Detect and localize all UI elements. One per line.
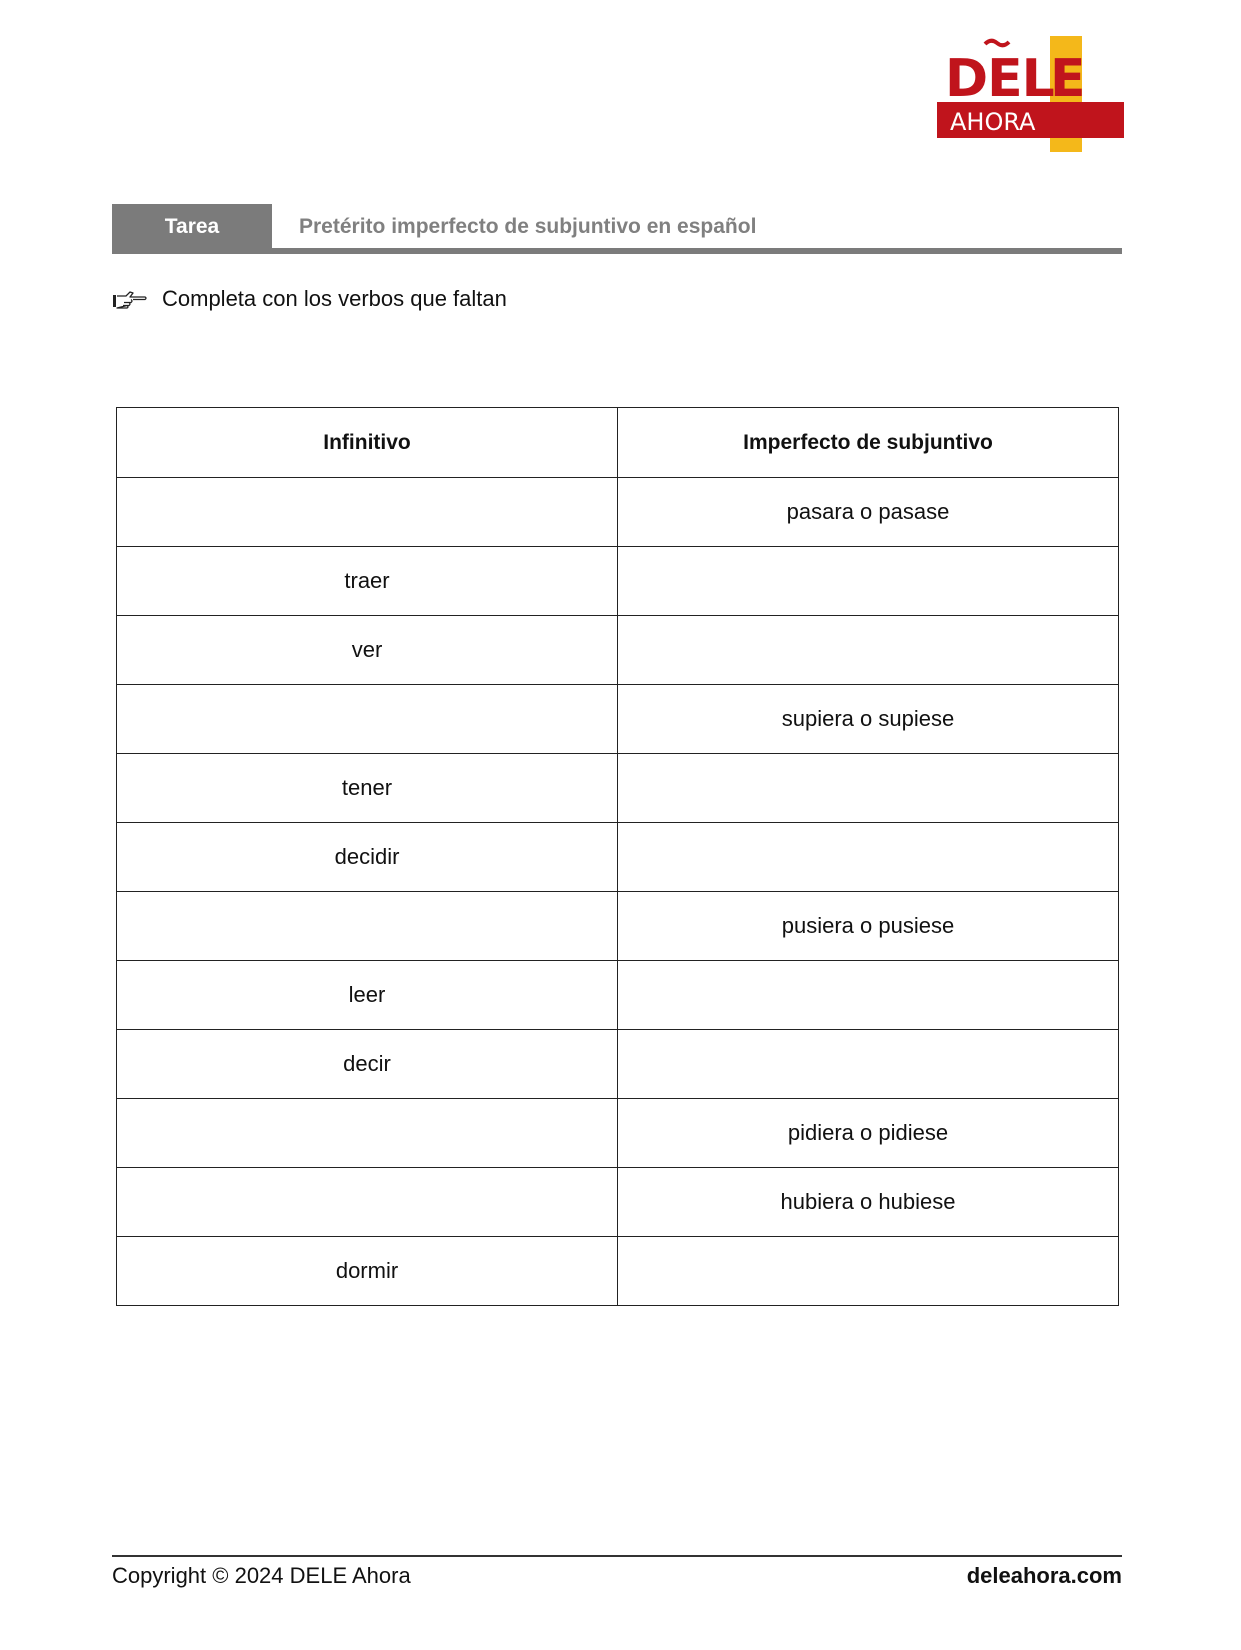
pointing-hand-icon	[112, 288, 148, 310]
table-header-row	[117, 408, 1119, 478]
infinitive-cell: ver	[117, 616, 618, 685]
infinitive-cell: dormir	[117, 1237, 618, 1306]
table-row	[117, 1030, 1119, 1099]
task-tag: Tarea	[112, 204, 272, 249]
table-row	[117, 1237, 1119, 1306]
header-infinitivo: Infinitivo	[117, 408, 618, 478]
subjunctive-cell: pidiera o pidiese	[618, 1099, 1119, 1168]
table-row	[117, 1168, 1119, 1237]
subjunctive-cell	[618, 616, 1119, 685]
subjunctive-cell	[618, 961, 1119, 1030]
table-row	[117, 1099, 1119, 1168]
subjunctive-cell: supiera o supiese	[618, 685, 1119, 754]
svg-text:DEL: DEL	[945, 49, 1054, 109]
table-row	[117, 685, 1119, 754]
footer-copyright: Copyright © 2024 DELE Ahora	[112, 1563, 411, 1588]
table-row	[117, 892, 1119, 961]
subjunctive-cell	[618, 823, 1119, 892]
subjunctive-cell: pusiera o pusiese	[618, 892, 1119, 961]
footer-divider	[112, 1555, 1122, 1557]
instruction	[112, 284, 507, 314]
footer-site-link[interactable]: deleahora.com	[966, 1563, 1122, 1588]
infinitive-cell: decir	[117, 1030, 618, 1099]
infinitive-cell: decidir	[117, 823, 618, 892]
svg-text:E: E	[1050, 49, 1086, 109]
header-imperfecto: Imperfecto de subjuntivo	[618, 408, 1119, 478]
infinitive-cell	[117, 1099, 618, 1168]
subjunctive-cell	[618, 1030, 1119, 1099]
table-row	[117, 961, 1119, 1030]
task-title: Pretérito imperfecto de subjuntivo en español	[299, 214, 757, 238]
table-row	[117, 754, 1119, 823]
subjunctive-cell	[618, 1237, 1119, 1306]
infinitive-cell	[117, 478, 618, 547]
infinitive-cell: leer	[117, 961, 618, 1030]
svg-text:AHORA: AHORA	[950, 108, 1036, 136]
subjunctive-cell: pasara o pasase	[618, 478, 1119, 547]
table-row	[117, 823, 1119, 892]
infinitive-cell: traer	[117, 547, 618, 616]
infinitive-cell	[117, 1168, 618, 1237]
header-divider	[112, 248, 1122, 254]
dele-ahora-logo	[937, 36, 1124, 156]
table-row	[117, 547, 1119, 616]
infinitive-cell: tener	[117, 754, 618, 823]
subjunctive-cell: hubiera o hubiese	[618, 1168, 1119, 1237]
subjunctive-cell	[618, 754, 1119, 823]
instruction-text: Completa con los verbos que faltan	[162, 286, 507, 311]
table-row	[117, 478, 1119, 547]
subjunctive-cell	[618, 547, 1119, 616]
infinitive-cell	[117, 685, 618, 754]
infinitive-cell	[117, 892, 618, 961]
verb-table	[116, 407, 1119, 1306]
task-header	[112, 204, 1122, 254]
table-row	[117, 616, 1119, 685]
